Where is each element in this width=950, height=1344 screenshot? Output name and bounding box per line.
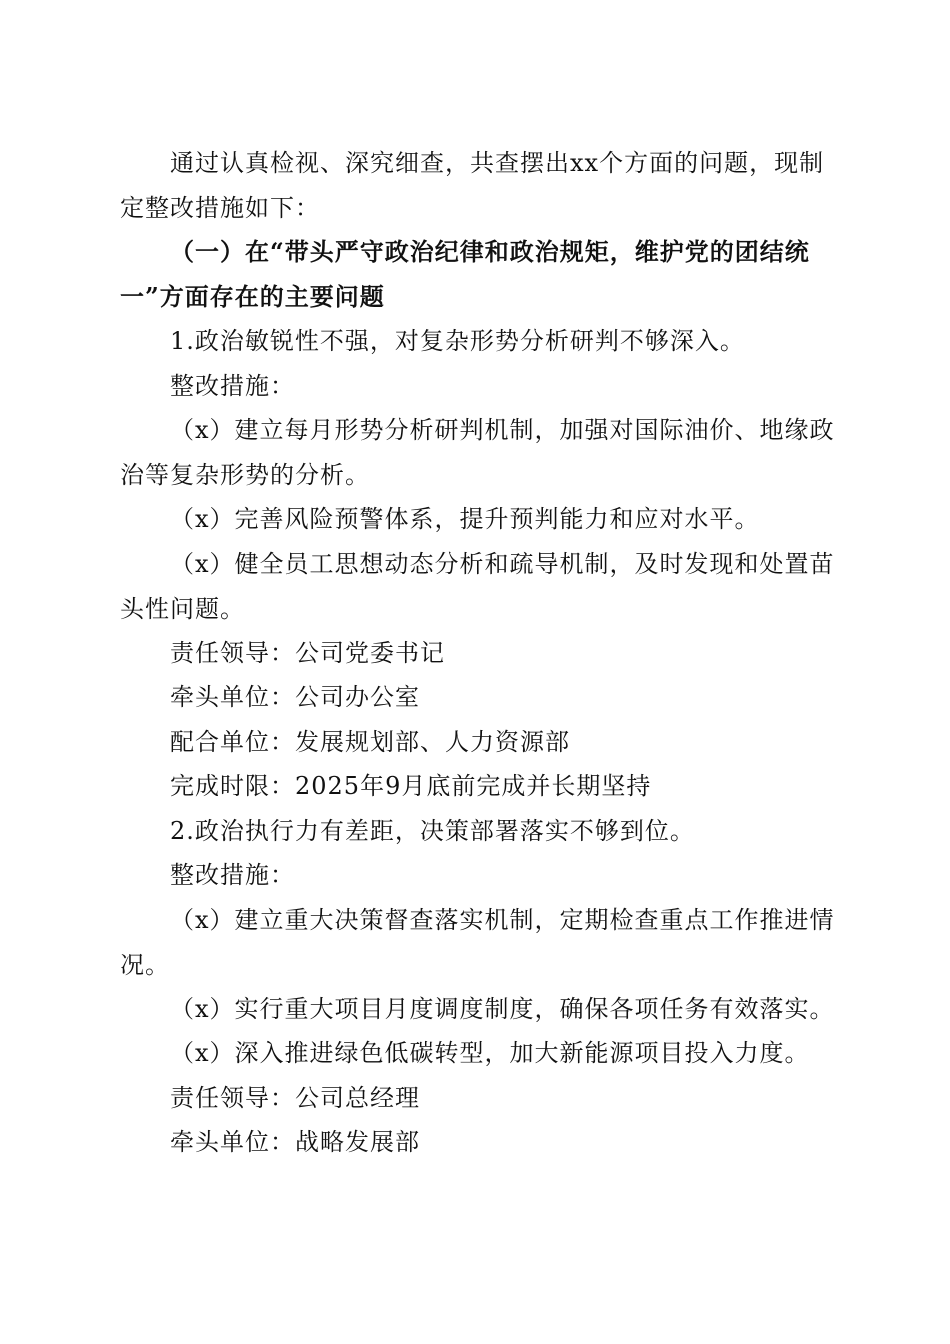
responsible-leader-1: 责任领导：公司党委书记 <box>170 639 445 667</box>
measure-1-2: （x）完善风险预警体系，提升预判能力和应对水平。 <box>170 505 760 533</box>
responsible-leader-2: 责任领导：公司总经理 <box>170 1084 420 1112</box>
measure-2-2: （x）实行重大项目月度调度制度，确保各项任务有效落实。 <box>170 995 835 1023</box>
lead-unit-2: 牵头单位：战略发展部 <box>170 1128 420 1156</box>
problem-1: 1.政治敏锐性不强，对复杂形势分析研判不够深入。 <box>170 327 745 355</box>
measures-label-2: 整改措施： <box>170 861 295 889</box>
measure-1-1: （x）建立每月形势分析研判机制，加强对国际油价、地缘政治等复杂形势的分析。 <box>120 416 835 489</box>
measure-2-3: （x）深入推进绿色低碳转型，加大新能源项目投入力度。 <box>170 1039 810 1067</box>
measure-2-1: （x）建立重大决策督查落实机制，定期检查重点工作推进情况。 <box>120 906 835 979</box>
intro-paragraph: 通过认真检视、深究细查，共查摆出xx个方面的问题，现制定整改措施如下： <box>120 149 825 222</box>
cooperating-units-1: 配合单位：发展规划部、人力资源部 <box>170 728 570 756</box>
measure-1-3: （x）健全员工思想动态分析和疏导机制，及时发现和处置苗头性问题。 <box>120 550 835 623</box>
lead-unit-1: 牵头单位：公司办公室 <box>170 683 420 711</box>
measures-label-1: 整改措施： <box>170 372 295 400</box>
deadline-1: 完成时限：2025年9月底前完成并长期坚持 <box>170 772 652 800</box>
section-heading-1: （一）在“带头严守政治纪律和政治规矩，维护党的团结统一”方面存在的主要问题 <box>120 237 810 311</box>
problem-2: 2.政治执行力有差距，决策部署落实不够到位。 <box>170 817 695 845</box>
